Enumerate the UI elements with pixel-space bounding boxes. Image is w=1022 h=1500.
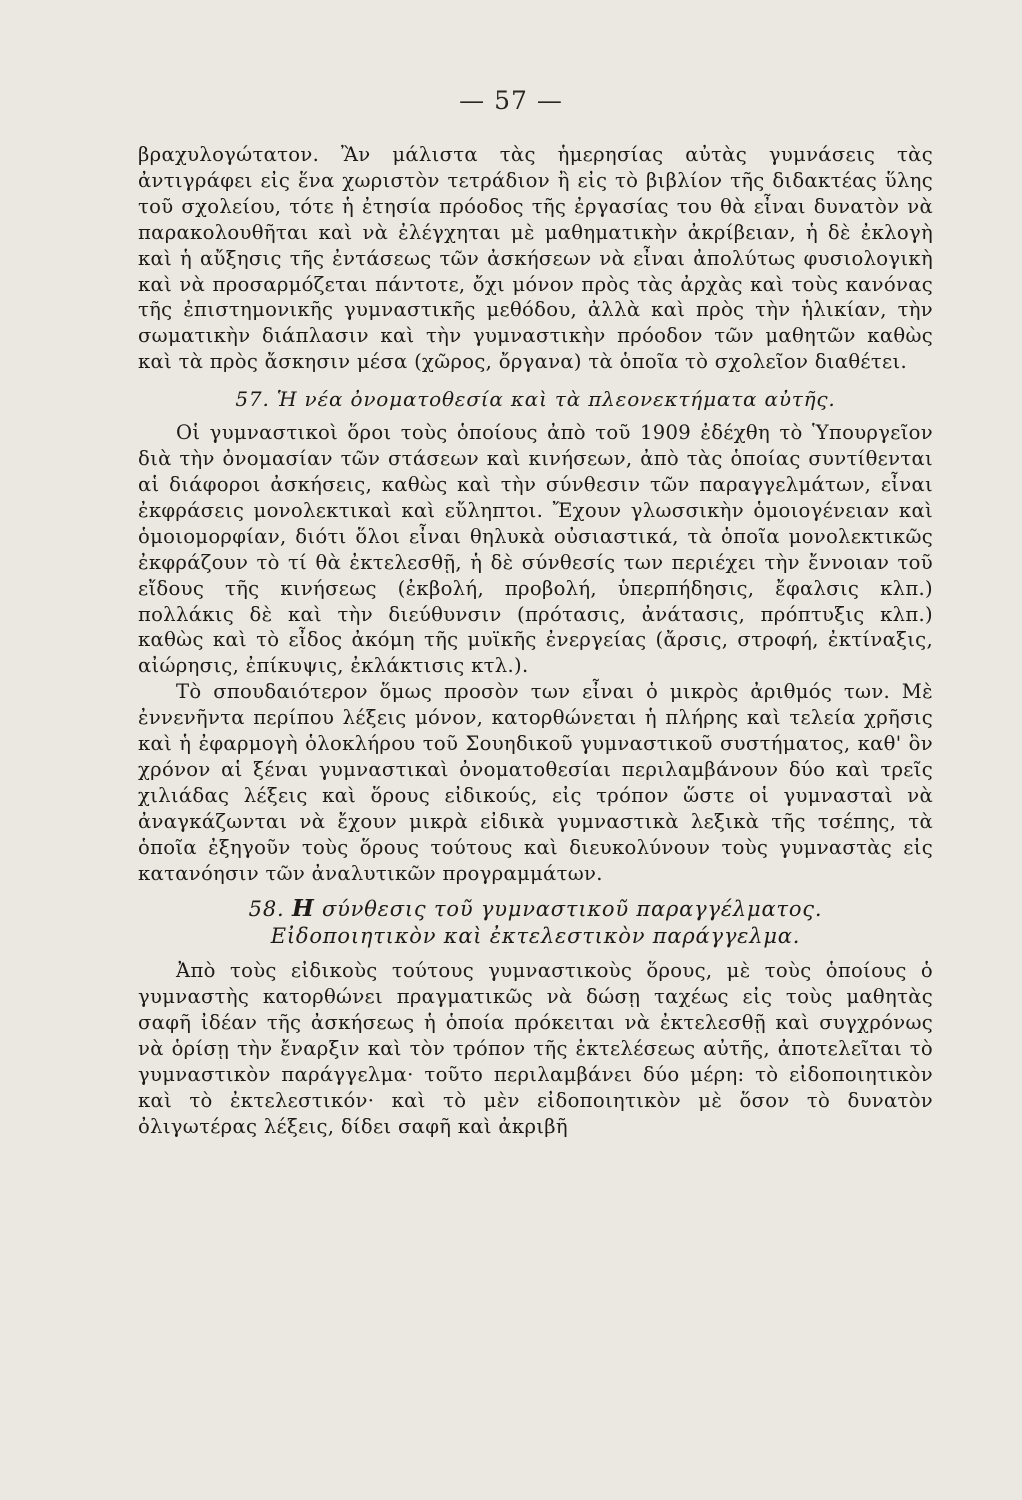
paragraph-continuation: βραχυλογώτατον. Ἂν μάλιστα τὰς ἡμερησίας αὐτὰς γυμνάσεις τὰς ἀντιγράφει εἰς ἕνα χωριστὸν τετράδιον ἢ εἰς τὸ βιβλίον τῆς διδακτέας ὕλης τοῦ σχολείου, τότε ἡ ἐτησία πρόοδος τῆς ἐργασίας του θὰ εἶναι δυνατὸν νὰ παρακολουθῆται καὶ νὰ ἐλέγχηται μὲ μαθηματικὴν ἀκρίβειαν, ἡ δὲ ἐκλογὴ καὶ ἡ αὔξησις τῆς ἐντάσεως τῶν ἀσκήσεων νὰ εἶναι ἀπολύτως φυσιολογικὴ καὶ νὰ προσαρμόζεται πάντοτε, ὄχι μόνον πρὸς τὰς ἀρχὰς καὶ τοὺς κανόνας τῆς ἐπιστημονικῆς γυμναστικῆς μεθόδου, ἀλλὰ καὶ πρὸς τὴν ἡλικίαν, τὴν σωματικὴν διάπλασιν καὶ τὴν γυμναστικὴν πρόοδον τῶν μαθητῶν καθὼς καὶ τὰ πρὸς ἄσκησιν μέσα (χῶρος, ὄργανα) τὰ ὁποῖα τὸ σχολεῖον διαθέτει. — [138, 143, 933, 374]
section-58-heading — [138, 895, 933, 950]
section-58-initial: Η — [291, 895, 315, 923]
section-58-heading-line-2: Εἰδοποιητικὸν καὶ ἐκτελεστικὸν παράγγελμα. — [270, 924, 801, 949]
page-number: — 57 — — [459, 86, 563, 115]
section-58-heading-line-1 — [138, 895, 933, 923]
section-58-title: σύνθεσις τοῦ γυμναστικοῦ παραγγέλματος. — [321, 897, 823, 922]
paragraph-gymnastic-terms: Οἱ γυμναστικοὶ ὅροι τοὺς ὁποίους ἀπὸ τοῦ 1909 ἐδέχθη τὸ Ὑπουργεῖον διὰ τὴν ὀνομασίαν τῶν στάσεων καὶ κινήσεων, ἀπὸ τὰς ὁποίας συντίθενται αἱ διάφοροι ἀσκήσεις, καθὼς καὶ τὴν σύνθεσιν τῶν παραγγελμάτων, εἶναι ἐκφράσεις μονολεκτικαὶ καὶ εὔληπτοι. Ἔχουν γλωσσικὴν ὁμοιογένειαν καὶ ὁμοιομορφίαν, διότι ὅλοι εἶναι θηλυκὰ οὐσιαστικά, τὰ ὁποῖα μονολεκτικῶς ἐκφράζουν τὸ τί θὰ ἐκτελεσθῇ, ἡ δὲ σύνθεσίς των περιέχει τὴν ἔννοιαν τοῦ εἴδους τῆς κινήσεως (ἐκβολή, προβολή, ὑπερπήδησις, ἔφαλσις κλπ.) πολλάκις δὲ καὶ τὴν διεύθυνσιν (πρότασις, ἀνάτασις, πρόπτυξις κλπ.) καθὼς καὶ τὸ εἶδος ἀκόμη τῆς μυϊκῆς ἐνεργείας (ἄρσις, στροφή, ἐκτίναξις, αἰώρησις, ἐπίκυψις, ἐκλάκτισις κτλ.). — [138, 421, 933, 678]
body-text — [138, 142, 933, 1140]
paragraph-command-parts: Ἀπὸ τοὺς εἰδικοὺς τούτους γυμναστικοὺς ὅρους, μὲ τοὺς ὁποίους ὁ γυμναστὴς κατορθώνει πραγματικῶς νὰ δώσῃ ταχέως εἰς τοὺς μαθητὰς σαφῆ ἰδέαν τῆς ἀσκήσεως ἡ ὁποία πρόκειται νὰ ἐκτελεσθῇ καὶ συγχρόνως νὰ ὁρίσῃ τὴν ἔναρξιν καὶ τὸν τρόπον τῆς ἐκτελέσεως αὐτῆς, ἀποτελεῖται τὸ γυμναστικὸν παράγγελμα· τοῦτο περιλαμβάνει δύο μέρη: τὸ εἰδοποιητικὸν καὶ τὸ ἐκτελεστικόν· καὶ τὸ μὲν εἰδοποιητικὸν μὲ ὅσον τὸ δυνατὸν ὀλιγωτέρας λέξεις, δίδει σαφῆ καὶ ἀκριβῆ — [138, 959, 933, 1138]
section-57-heading: 57. Ἡ νέα ὀνοματοθεσία καὶ τὰ πλεονεκτήματα αὐτῆς. — [235, 387, 836, 412]
paragraph-number-of-terms: Τὸ σπουδαιότερον ὅμως προσὸν των εἶναι ὁ μικρὸς ἀριθμός των. Μὲ ἐννενῆντα περίπου λέξεις μόνον, κατορθώνεται ἡ πλήρης καὶ τελεία χρῆσις καὶ ἡ ἐφαρμογὴ ὁλοκλήρου τοῦ Σουηδικοῦ γυμναστικοῦ συστήματος, καθ' ὃν χρόνον αἱ ξέναι γυμναστικαὶ ὀνοματοθεσίαι περιλαμβάνουν δύο καὶ τρεῖς χιλιάδας λέξεις καὶ ὅρους εἰδικούς, εἰς τρόπον ὥστε οἱ γυμνασταὶ νὰ ἀναγκάζωνται νὰ ἔχουν μικρὰ εἰδικὰ γυμναστικὰ λεξικὰ τῆς τσέπης, τὰ ὁποῖα ἐξηγοῦν τοὺς ὅρους τούτους καὶ διευκολύνουν τοὺς γυμναστὰς εἰς κατανόησιν τῶν ἀναλυτικῶν προγραμμάτων. — [138, 680, 933, 885]
section-58-number: 58. — [248, 897, 285, 922]
